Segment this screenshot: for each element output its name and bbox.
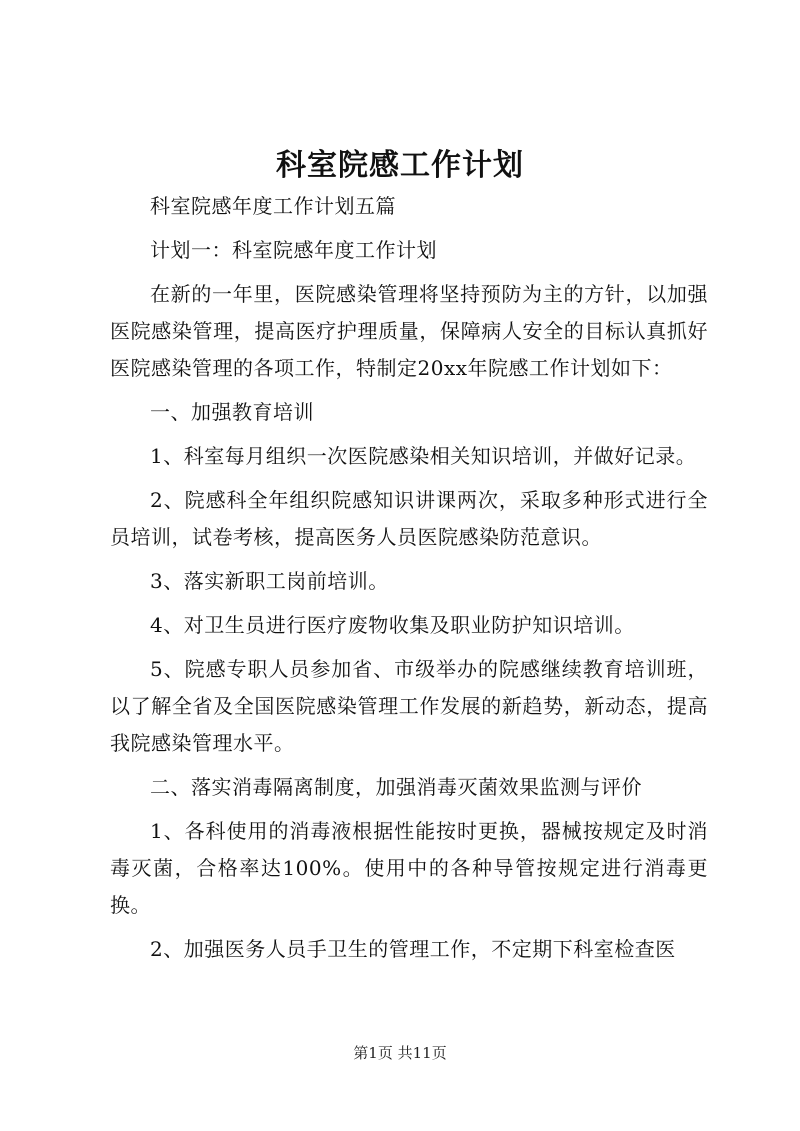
section-heading: 二、落实消毒隔离制度，加强消毒灭菌效果监测与评价 — [150, 775, 642, 799]
body-paragraph: 5、院感专职人员参加省、市级举办的院感继续教育培训班，以了解全省及全国医院感染管理工作发展的新趋势，新动态，提高我院感染管理水平。 — [110, 657, 708, 755]
body-paragraph: 2、加强医务人员手卫生的管理工作，不定期下科室检查医 — [150, 937, 676, 961]
body-paragraph: 科室院感年度工作计划五篇 — [150, 194, 396, 218]
body-paragraph: 4、对卫生员进行医疗废物收集及职业防护知识培训。 — [150, 613, 635, 637]
body-paragraph: 计划一：科室院感年度工作计划 — [150, 238, 437, 262]
page-footer: 第1页 共11页 — [353, 1044, 447, 1062]
body-paragraph: 3、落实新职工岗前培训。 — [150, 569, 389, 593]
document-body — [110, 188, 708, 975]
section-heading: 一、加强教育培训 — [150, 400, 314, 424]
body-paragraph: 1、科室每月组织一次医院感染相关知识培训，并做好记录。 — [150, 444, 697, 468]
body-paragraph: 1、各科使用的消毒液根据性能按时更换，器械按规定及时消毒灭菌，合格率达100%。使用中的各种导管按规定进行消毒更换。 — [110, 819, 708, 917]
body-paragraph: 在新的一年里，医院感染管理将坚持预防为主的方针，以加强医院感染管理，提高医疗护理质量，保障病人安全的目标认真抓好医院感染管理的各项工作，特制定20xx年院感工作计划如下： — [110, 282, 708, 380]
body-paragraph: 2、院感科全年组织院感知识讲课两次，采取多种形式进行全员培训，试卷考核，提高医务人员医院感染防范意识。 — [110, 488, 708, 549]
document-title: 科室院感工作计划 — [276, 148, 524, 183]
